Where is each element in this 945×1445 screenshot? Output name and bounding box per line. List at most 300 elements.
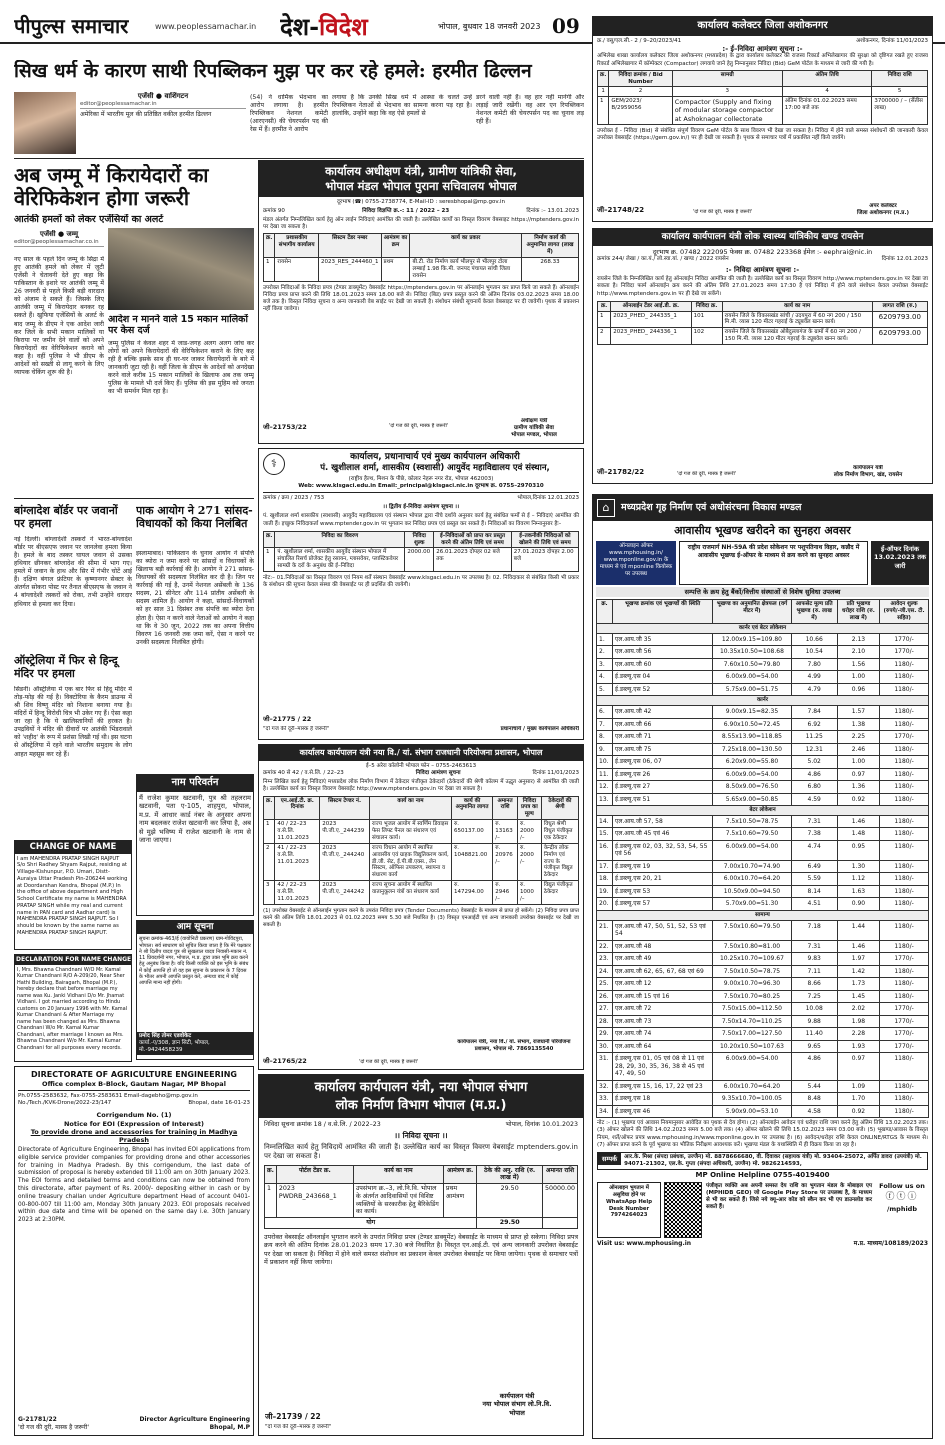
td: 9.35x10.70=100.05 (713, 1093, 791, 1106)
table-row (598, 87, 928, 97)
pwd-date: भोपाल, दिनांक 10.01.2023 (505, 1121, 578, 1129)
td: 3 (672, 87, 782, 97)
pwd-sign3: भोपाल (509, 1408, 525, 1417)
rural-title1: कार्यालय अधीक्षण यंत्री, ग्रामीण यांत्रिकी सेवा, (325, 164, 517, 178)
td: बी.टी. रोड निर्माण कार्य भीलपुर से भीलपुर टोला लम्बाई 1.98 कि.मी. जनपद पंचायत सांची जिला रायसेन (410, 258, 522, 282)
td: 14. (597, 815, 613, 828)
pwd-title1: कार्यालय कार्यपालन यंत्री, नया भोपाल संभाग (314, 1080, 528, 1095)
td: 8.50x9.00=76.50 (713, 781, 791, 794)
td: 4.59 (791, 793, 837, 806)
td: 29.50 (477, 1183, 543, 1217)
table-row (597, 683, 929, 696)
th: अमानत राशि (542, 1165, 577, 1183)
td: 1.44 (837, 920, 879, 940)
story2-subhead: आदेश न मानने वाले 15 मकान मालिकों पर केस दर्ज (108, 314, 248, 337)
section-title-a: देश- (280, 12, 320, 41)
section-title-b: विदेश (319, 12, 368, 41)
td: 2023_RES_244460_1 (318, 258, 381, 282)
td: 4. (597, 671, 613, 684)
td: ई.डब्ल्यू.एस 53 (613, 885, 713, 898)
agri-footer-left (18, 1416, 128, 1431)
td: राज्य विधान आयोग में स्थापित आवासीय एवं ग्राहक विद्युतिकरण कार्य, डी.जी. सेट, ई.पी.बी.एक्स., लेन सिस्टम, ऑफिस उपकरण, स्थापना व संधारण कार्य (369, 843, 451, 880)
td: 12. (597, 781, 613, 794)
agri-date: Bhopal, date 16-01-23 (188, 1100, 250, 1107)
rural-sign: अधीक्षण यंत्री (520, 417, 548, 424)
capital-no: क्रमांक 40 से 42 / व.से.लि. / 22–23 (263, 770, 344, 777)
story2-headline: अब जम्मू में किरायेदारों का वेरिफिकेशन होगा जरूरी (14, 164, 209, 210)
story1-text2: (54) ने धार्मिक भेदभाव का आरोप लगाया है। हरमीत रिपब्लिकन नेशनल कमेटी (आरएनसी) की चेयरपर्सन पद की रेस में हैं। हरमीत ने आरोप (250, 94, 328, 134)
housing-bottom-row (593, 1240, 932, 1248)
td: 1 (264, 548, 275, 572)
td: 101 (691, 311, 722, 328)
aam-suchna-sign: प्रमोद सिंह तोमर एडवोकेट (139, 1033, 192, 1040)
ayur-gno: जी–21775 / 22 (263, 714, 312, 723)
td: 7.31 (791, 940, 837, 953)
th: ठेके की अनु. राशि (रु. लाख में) (477, 1165, 543, 1183)
td: 1180/- (880, 860, 929, 873)
aam-suchna-sign-block (137, 1032, 253, 1055)
td: 6.92 (791, 718, 837, 731)
rural-sign3: भोपाल मण्डल, भोपाल (511, 431, 557, 438)
td: 2 (598, 328, 611, 345)
td: एल.आय.जी 64 (613, 1040, 713, 1053)
th: ठेकेदारों की श्रेणी (541, 796, 578, 820)
td: उपसंभाग क्र.–3, लो.नि.वि. भोपाल के अंतर्गत आदिवासियों एवं विशिष्ट व्यक्तियों के सरकारीक हेतु बैरिकेडिंग का कार्य। (353, 1183, 443, 1217)
td: 2.28 (837, 1028, 879, 1041)
pwd-ref-row (264, 1121, 578, 1129)
ayur-emblem-icon: ⚕ (263, 453, 285, 475)
housing-qr-text: पंजीकृत व्यक्ति अब अपनी समस्त देय राशि का भुगतान मंडल के मोबाइल एप (MPHIDB_GEO) जो Google Play Store पर उपलब्ध है, के माध्यम से भी कर सकते हैं। जिसे नये क्यू-आर कोड को स्कैन कर भी एप डाउनलोड कर सकते हैं। (706, 1182, 872, 1211)
td: एल.आय.जी 73 (613, 1015, 713, 1028)
td: 7.80 (791, 658, 837, 671)
agri-ref: No./Tech./KVK-Drone/2022-23/147 (18, 1100, 112, 1107)
td: राज्य सूचना आयोग में स्थापित वातानुकूलन यंत्रों का संधारण कार्य (369, 881, 451, 905)
collector-title: कार्यालय कलेक्टर जिला अशोकनगर (593, 17, 932, 36)
aam-suchna-title: आम सूचना (137, 921, 253, 934)
housing-contact: आर.के. मिश्रा (संपदा प्रबंधक, उज्जैन) मो. 8878666680, वी. दिवाकर (सहायक यंत्री) मो. 93404-25072, अर्पित डावरा (उपयंत्री) मो. 94071-21302, एल.के. गुप्ता (संपदा अधिकारी, उज्जैन) मो. 9826214593, (624, 1153, 922, 1168)
capital-intro: निम्न लिखित कार्य हेतु निविदाएं मध्यप्रदेश लोक निर्माण विभाग में ठेकेदार पंजीकृत ठेकेदारों (ठेकेदारों की श्रेणी कॉलम में उद्धृत अनुसार) से आमंत्रित की जाती है। उल्लेखित कार्य का विस्तृत विवरण वेबसाईट http://www.mptenders.gov.in पर देखा जा सकता है। (263, 779, 579, 793)
table-row (597, 633, 929, 646)
td: 2.10 (837, 646, 879, 659)
table-row (597, 873, 929, 886)
housing-eoffer: ई-ऑफर दिनांक 13.02.2023 तक जारी (871, 541, 929, 585)
story1-email[interactable]: editor@peoplessamachar.in (80, 101, 246, 109)
phed-contact: दूरभाष क्र. 07482 222095 फेक्स क्र. 07482 223368 ईमेल :- eephrai@nic.in (652, 248, 873, 257)
th: कार्य का नाम (369, 796, 451, 820)
td: 0.97 (837, 768, 879, 781)
td: रु. 13163 /– (493, 820, 518, 844)
td: 8.14 (791, 885, 837, 898)
housing-sub: आवासीय भूखण्ड खरीदने का सुनहरा अवसर (674, 524, 851, 537)
collector-sign2: जिला अशोकनगर (म.प्र.) (856, 209, 910, 216)
social-icons[interactable] (876, 1192, 928, 1203)
housing-band: सम्पत्ति के क्रय हेतु बैंकों/वित्तीय संस्थाओं से विशेष सुविधा उपलब्ध (596, 587, 929, 597)
td: 33. (597, 1093, 613, 1106)
name-change-text: मैं राजेश कुमार खटवानी, पुत्र श्री तहलराम खटवानी, पता ए-105, शाहपुरा, भोपाल, म.प्र. में आधार कार्ड नंबर के अनुसार अपना नाम बदलकर राजेश खटवानी कर लिया है, अब से मुझे भविष्य में राजेश खटवानी के नाम से जाना जाएगा। (139, 793, 251, 845)
td: 40 / 22–23 व.से.लि. 11.01.2023 (275, 820, 320, 844)
rural-sign-block (489, 418, 579, 439)
td: ई.डब्ल्यू.एस 20, 21 (613, 873, 713, 886)
td: 9.65 (791, 1040, 837, 1053)
phed-ref-row (597, 256, 928, 263)
td: राज्य भूजल आयोग में स्वर्णिम डिवाइस फेस लिफ्ट पैनल का संधारण एवं संचालन कार्य। (369, 820, 451, 844)
table-header (264, 531, 579, 548)
td: 1180/- (880, 828, 929, 841)
td: पं. खुशीलाल शर्मा, शासकीय आयुर्वेद संस्थान भोपाल में संचालित रिसर्च प्रोजेक्ट हेतु रसायन, ग्लासवेयर, प्लास्टिकवेयर सामग्री के दरों के अनुबंध की ई–निविदा (275, 548, 405, 572)
phed-ref: क्रमांक 244/ लेखा / का.यं./ लो.स्वा.यां. / खण्ड / 2022 रायसेन (597, 256, 729, 263)
th: एन.आई.टी. क्र. दिनांक (275, 796, 320, 820)
ayur-slogan: "दो गज की दूरी–मास्क है जरूरी" (263, 725, 330, 732)
td: 0.90 (837, 898, 879, 911)
instagram-icon[interactable]: ⓘ (907, 1192, 919, 1203)
td: रु. 2946 /– (493, 881, 518, 905)
td: 1180/- (880, 873, 929, 886)
ayur-sign: प्रधानाचार्य / मुख्य कार्यपालन अधिकारी (500, 725, 579, 732)
table-row (597, 658, 929, 671)
aam-suchna-text: सूचना क्रमांक-463/ई (वायोनिटी प्रकरण) ग्राम-गोविंदपुरा, भोपाल। सर्व साधारण को सूचित किया जाता है कि मेरे पक्षकार ने श्री दिलीप यादव पुत्र श्री सुखलाल यादव निवासी-मकान नं. 11 प्रियदर्शनी नगर, भोपाल, म.प्र. द्वारा उक्त भूमि क्रय करने हेतु अनुबंध किया है। यदि किसी व्यक्ति को इस भूमि के संबंध में कोई आपत्ति हो तो वह इस सूचना के प्रकाशन के 7 दिवस के भीतर अपनी आपत्ति प्रस्तुत करे, अन्यथा बाद में कोई आपत्ति मान्य नहीं होगी। (139, 936, 251, 986)
story5-text: इस्लामाबाद। पाकिस्तान के चुनाव आयोग ने संपत्ति का ब्योरा न जमा करने पर सांसदों व विधायकों के खिलाफ बड़ी कार्रवाई की है। आयोग ने 271 सांसद-विधायकों की सदस्यता निलंबित कर दी है। जिन पर कार्रवाई की गई है, उनमें नेशनल असेंबली के 136 सदस्य, 21 सीनेटर और 114 प्रांतीय असेंबली के सदस्य शामिल हैं। आयोग ने कहा, सांसदों-विधायकों को हर साल 31 दिसंबर तक संपत्ति का ब्योरा देना होता है। ऐसा न करने वाले नेताओं को आयोग ने कहा था कि वे 30 जून, 2022 तक का अपना वित्तीय विवरण 16 जनवरी तक जमा करें, ऐसा न करने पर उनकी सदस्यता निलंबित होगी। (136, 550, 254, 646)
td: 7.50x10.60=79.50 (713, 920, 791, 940)
td: 22. (597, 940, 613, 953)
td: 1.73 (837, 978, 879, 991)
table-row (597, 718, 929, 731)
td: 2023_PHED_ 244335_1 (611, 311, 691, 328)
th: ऑनलाईन टेंडर आई.डी. क्र. (611, 301, 691, 311)
phed-date: दिनांक 12.01.2023 (881, 256, 928, 263)
td: 2.25 (837, 731, 879, 744)
td: एल.आय.जी 62, 65, 67, 68 एवं 69 (613, 965, 713, 978)
table-row (597, 756, 929, 769)
agri-corr: Corrigendum No. (1) (96, 1111, 172, 1120)
td: 16. (597, 840, 613, 860)
ayur-title2: पं. खुशीलाल शर्मा, शासकीय (स्वशासी) आयुर्वेद महाविद्यालय एवं संस्थान, (320, 463, 550, 474)
td: 0.92 (837, 1105, 879, 1118)
facebook-icon[interactable]: ⓕ (885, 1192, 897, 1203)
table-row (597, 1080, 929, 1093)
td: 6.49 (791, 860, 837, 873)
td: रु. 1000 /– (517, 881, 541, 905)
td: 1180/- (880, 756, 929, 769)
td: 7.60x10.50=79.80 (713, 658, 791, 671)
ayur-ref-row (263, 495, 579, 502)
td: 7.18 (791, 920, 837, 940)
table-row (597, 840, 929, 860)
td: 15. (597, 828, 613, 841)
agri-subject: To provide drone and accessories for training in Madhya Pradesh (30, 1127, 238, 1144)
housing-info-row (593, 541, 932, 585)
table-row (598, 97, 928, 124)
housing-title-bar (593, 495, 932, 521)
td: 2023 पी.जी.ए._244239 (320, 820, 370, 844)
th: निविदा क्र. (691, 301, 722, 311)
th: अमानत राशि (493, 796, 518, 820)
housing-contact-row (597, 1152, 928, 1170)
th: निविदा का विवरण (275, 531, 405, 548)
td: रायसेन (275, 258, 319, 282)
table-row (597, 1105, 929, 1118)
td: 29. (597, 1028, 613, 1041)
housing-ad (592, 494, 933, 1439)
table-row (264, 843, 579, 880)
agri-sign: Director Agriculture Engineering (139, 1416, 250, 1423)
story2-photo (108, 228, 254, 310)
capital-title: कार्यालय कार्यपालन यंत्री नया वि./ यां. संभाग राजधानी परियोजना प्रशासन, भोपाल (259, 745, 583, 761)
pwd-slogan: "दो गज की दूरी–मास्क है जरूरी" (265, 1423, 332, 1430)
td: 41 / 22–23 व.से.लि. 11.01.2023 (275, 843, 320, 880)
phed-sign2: लोक निर्माण विभाग, खंड, रायसेन (833, 471, 903, 478)
th: अंतिम तिथि (782, 70, 872, 87)
table-row (597, 1015, 929, 1028)
td: 7.50x15.00=112.50 (713, 1003, 791, 1016)
td: 1.97 (837, 953, 879, 966)
divider (18, 1090, 250, 1091)
td: 6209793.00 (872, 311, 927, 328)
divider (14, 158, 584, 159)
story1-headline: सिख धर्म के कारण साथी रिपब्लिकन मुझ पर कर रहे हमले: हरमीत ढिल्लन (14, 60, 532, 82)
td: 8.66 (791, 978, 837, 991)
td: 6. (597, 706, 613, 719)
capital-contact: ई–5 अरेरा कॉलोनी भोपाल फोन – 0755-2463613 (365, 763, 477, 769)
declaration-text: I, Mrs. Bhawna Chandnani W/O Mr. Kamal Kumar Chandnani R/O A-209/20, Near Sher Hathi Building, Bairagarh, Bhopal (M.P.), hereby declare that before marriage my name was Ku. Janki Vidhani D/o Mr. Jhamat Vidhani. I got married according to Hindu customs on 20 January 1996 with Mr. Kamal Kumar Chandnani & After Marriage my name has been changed as Mrs. Bhawna Chandnani W/o Mr. Kamal Kumar Chandnani, after marriage I known as Mrs. Bhawna Chandnani W/o Mr. Kamal Kumar Chandnani for all purposes every records. (17, 966, 128, 1051)
td: एल.आय.जी 75 (613, 743, 713, 756)
housing-visit[interactable]: Visit us: www.mphousing.in (597, 1239, 692, 1247)
table-row (597, 781, 929, 794)
table-row (597, 1028, 929, 1041)
story3-headline: बांग्लादेश बॉर्डर पर जवानों पर हमला (14, 504, 118, 531)
td: 4.99 (791, 671, 837, 684)
td: 7.50x10.70=80.25 (713, 990, 791, 1003)
newspaper-logo: पीपुल्स समाचार (14, 14, 129, 38)
page-number: 09 (552, 14, 580, 38)
td: 2 (264, 843, 275, 880)
td: 1.00 (837, 756, 879, 769)
th: ई–तकनीकी निविदाओं को खोलने की तिथि एवं समय (511, 531, 578, 548)
th: सामग्री (672, 70, 782, 87)
capital-gno: जी–21765/22 (263, 1056, 307, 1065)
table-row (597, 1093, 929, 1106)
housing-notes: नोट :- (1) भूखण्ड एवं आवास नियमानुसार आवेदित का पृथक से देय होगा। (2) ऑनलाईन आवेदन एवं धरोहर राशि जमा करने हेतु अंतिम तिथि 13.02.2023 तक। (3) ऑफर खोलने की तिथि 14.02.2023 समय 5.00 बजे तक। (4) ऑफर खोलने की तिथि 15.02.2023 समय 03.00 बजे। (5) भूखण्ड/आवास के विस्तृत नियम, शर्तें/ऑफर प्रपत्र www.mphousing.in/www.mponline.gov.in पर उपलब्ध है। (6) आवेदन/धरोहर राशि केवल ONLINE/RTGS के माध्यम से। (7) ऑफर प्राप्त करने के पूर्व भूखण्ड का भौतिक निरीक्षण आवश्यक करें। भूखण्ड मंडल के यथास्थिति में ही विक्रय किया जा रहा है। (597, 1120, 928, 1148)
td: 1 (598, 87, 609, 97)
pwd-text: उपरोक्त वेबसाईट ऑनलाईन भुगतान करने के उपरांत निविदा प्रपत्र (टेण्डर डाक्यूमेंट) वेबसाईट के माध्यम से प्राप्त हो सकेगा। निविदा प्रपत्र क्रय करने की अंतिम दिनांक 28.01.2023 समय 17.30 बजे निर्धारित है। विस्तृत एन.आई.टी. एवं अन्य जानकारी उपरोक्त वेबसाईट पर देखा जा सकता है। निविदा में होने वाले समस्त संशोधन का प्रकाशन केवल उपरोक्त वेबसाईट पर किया जायेगा। पृथक से समाचार पत्रों में प्रकाशन नहीं किया जायेगा। (264, 1233, 578, 1267)
td: रु. 2000 /– (517, 820, 541, 844)
table-row (597, 768, 929, 781)
pwd-intro: निम्नलिखित कार्य हेतु निविदायें आमंत्रित की जाती हैं। उल्लेखित कार्य का विस्तृत विवरण वेबसाईट mptenders.gov.in पर देखा जा सकता है। (264, 1142, 578, 1160)
th: निविदा शुल्क (405, 531, 434, 548)
td: 30. (597, 1040, 613, 1053)
th: क्र. (598, 70, 609, 87)
th: निविदा राशि (872, 70, 928, 87)
story1-photo (14, 92, 76, 154)
ayur-web[interactable]: Web: www.klsgaci.edu.in Email:_principal@klsgaci.nic.in दूरभाष क्र. 0755–2970310 (298, 483, 544, 490)
td: 1770/- (880, 1003, 929, 1016)
td: ई.डब्ल्यू.एस 01, 05 एवं 08 से 11 एवं 28, 29, 30, 35, 36, 38 से 45 एवं 47, 49, 50 (613, 1053, 713, 1081)
pwd-sign: कार्यपालन यंत्री (499, 1392, 535, 1401)
td: 7. (597, 718, 613, 731)
th: कार्य का प्रकार (410, 234, 522, 258)
website-url[interactable]: www.peoplessamachar.in (155, 22, 257, 31)
th: कार्य का नाम (722, 301, 872, 311)
td: विद्युत पंजीकृत ठेकेदार (541, 881, 578, 905)
table-row (597, 860, 929, 873)
td: 1770/- (880, 731, 929, 744)
ayur-no: क्रमांक / क्रय / 2023 / 753 (263, 495, 325, 502)
capital-ad (258, 744, 584, 1070)
td: ई.डब्ल्यू.एस 46 (613, 1105, 713, 1118)
pwd-title-block (259, 1075, 583, 1118)
story2-email[interactable]: editor@peoplessamachar.co.in (14, 239, 104, 247)
td: ई.डब्ल्यू.एस 27 (613, 781, 713, 794)
capital-notice: निविदा आमंत्रण सूचना (415, 770, 461, 777)
th: निविदा क्रमांक / Bid Number (609, 70, 672, 87)
table-row (597, 743, 929, 756)
story1-col1 (80, 92, 246, 154)
td: 29.50 (477, 1218, 543, 1229)
td: 1180/- (880, 743, 929, 756)
story1-text1: अमेरिका में भारतीय मूल की प्रतिष्ठित वकील हरमीत ढिल्लन (80, 110, 212, 118)
td: 12.00x9.15=109.80 (713, 633, 791, 646)
twitter-icon[interactable]: ⓣ (896, 1192, 908, 1203)
td: 1180/- (880, 671, 929, 684)
td: 10.25x10.70=109.67 (713, 953, 791, 966)
table-row (597, 885, 929, 898)
table-header (264, 796, 579, 820)
td: 7.50x10.80=81.00 (713, 940, 791, 953)
story4-headline: ऑस्ट्रेलिया में फिर से हिन्दू मंदिर पर हमला (14, 654, 118, 681)
ayur-note: नोट:– 01.निविदाओं का विस्तृत विवरण एवं नियम शर्तें संस्थान वेबसाईट www.klsgaci.edu.in पर उपलब्ध है। 02. निविदाकार से संबंधित किसी भी प्रकार के संशोधन की सूचना केवल संस्था की वेबसाईट पर ही प्रदर्शित की जायेगी। (263, 575, 579, 589)
td: 6.00x9.00=54.00 (713, 840, 791, 860)
td: योग (265, 1218, 477, 1229)
td: 11. (597, 768, 613, 781)
section-label: सामान्य (597, 910, 929, 920)
capital-table (263, 796, 579, 905)
td: 5.90x9.00=53.10 (713, 1105, 791, 1118)
td: 10.08 (791, 1003, 837, 1016)
td: 10.54 (791, 646, 837, 659)
table-row (264, 258, 579, 282)
change-of-name-ad (14, 840, 132, 950)
td: 9.00x9.15=82.35 (713, 706, 791, 719)
rural-slogan: 'दो गज की दूरी, मास्क है जरूरी' (389, 422, 449, 429)
divider (14, 498, 254, 499)
th: क्र. (264, 234, 275, 258)
table-row (597, 646, 929, 659)
housing-online: ऑनलाइन ऑफर www.mphousing.in/ www.mponline.gov.in के माध्यम से एवं mponline कियोस्क पर उपलब्ध (596, 541, 676, 585)
table-header (265, 1165, 578, 1183)
td: 1180/- (880, 1080, 929, 1093)
pwd-notice: ।। निविदा सूचना ।। (394, 1131, 448, 1141)
rural-no: क्रमांक 90 (263, 208, 285, 215)
td: 6.90x10.50=72.45 (713, 718, 791, 731)
phed-intro: रायसेन जिले के निम्नलिखित कार्य हेतु ऑनलाईन निविदा आमंत्रित की जाती है। उल्लेखित कार्य का विस्तृत विवरण http://www.mptenders.gov.in पर देखा जा सकता है। निविदा फार्म ऑनलाईन क्रय करने की अंतिम तिथि 27.01.2023 समय 17:30 है एवं निविदा में होने वाले संशोधन केवल उपरोक्त वेबसाईट http://www.mptenders.gov.in पर ही देखे जा सकेंगे। (597, 276, 928, 297)
phed-title: कार्यालय कार्यपालन यंत्री लोक स्वास्थ्य यांत्रिकीय खण्ड रायसेन (593, 229, 932, 246)
agri-contact: Ph.0755-2583632, Fax-0755-2583631 Email-dagebho@mp.gov.in (18, 1093, 198, 1100)
housing-handle[interactable]: /mphidb (887, 1205, 917, 1214)
table-row (597, 793, 929, 806)
td: 9.83 (791, 953, 837, 966)
td: ई.डब्ल्यू.एस 57 (613, 898, 713, 911)
ayur-intro: पं. खुशीलाल शर्मा शासकीय (स्वशासी) आयुर्वेद महाविद्यालय एवं संस्थान भोपाल द्वारा नीचे दर्शाये अनुसार कार्य हेतु संबंधित फर्मों से ई – निविदाएं आमंत्रित की जाती हैं। इच्छुक निविदाकर्ता www.mptender.gov.in पर भुगतान कर निविदा प्रपत्र एवं प्रस्तुत कर सकते हैं। निविदाओं का विवरण निम्नानुसार हैः– (263, 513, 579, 527)
agri-gno: G-21781/22 (18, 1416, 57, 1423)
td: रायसेन जिले के विकासखंड सांची / उदयपुरा में 60 नग 200 / 150 मि.मी. व्यास 120 मीटर गहराई के ट्यूबवेल खनन कार्य। (722, 311, 872, 328)
table-row (598, 328, 928, 345)
agri-text: Directorate of Agriculture Engineering, Bhopal has invited EOI applications from eligible service provider companies for providing drone and other accessories for training in Madhya Pradesh. By this corrigendum, the last date of submission of proposal is hereby extended till 11:00 am on 30th January 2023. The EOI forms and detailed terms and conditions can now be obtained from this directorate, after payment of Rs. 2000/- depositing either in cash or by online treasury challan under Agriculture department Head of account 0401-00-800-007 till 11:00 am, Monday 30th January 2023. EOI proposals received within due date and time will be opened on the same day i.e. 30th January 2023 at 2:30PM. (18, 1146, 250, 1224)
td: 5.75x9.00=51.75 (713, 683, 791, 696)
td: 1770/- (880, 646, 929, 659)
name-change-title: नाम परिवर्तन (137, 775, 253, 792)
td: 7.50x14.70=110.25 (713, 1015, 791, 1028)
th: आफसेट मूल्य प्रति भूखण्ड (रु. लाख में) (791, 600, 837, 624)
td: 7.50x17.00=127.50 (713, 1028, 791, 1041)
housing-helpline[interactable]: MP Online Helpline 0755-4019400 (695, 1171, 830, 1180)
td: 9.00x10.70=96.30 (713, 978, 791, 991)
td: 4.86 (791, 768, 837, 781)
story3-text: नई दिल्ली। बांग्लादेशी तस्करों ने भारत-बांग्लादेश बॉर्डर पर बीएसएफ जवान पर जानलेवा हमला किया है। हमले के बाद तस्कर घायल जवान से उसका हथियार छीनकर बांग्लादेश की सीमा में भाग गए। हमले में जवान के हाथ और सिर में गंभीर चोटें आई हैं। दक्षिण बंगाल फ्रंटियर के कृष्णानगर सेक्टर के अंतर्गत सोकरा पोस्ट पर तैनात बीएसएफ के जवान ने 4 बांग्लादेशी तस्करों को रोका, तभी उन्होंने धारदार हथियार से हमला कर दिया। (14, 536, 132, 608)
pwd-title2: लोक निर्माण विभाग भोपाल (म.प्र.) (335, 1097, 507, 1113)
rural-gno: जी–21753/22 (263, 422, 307, 431)
rural-text: उपरोक्त निविदाओं के निविदा प्रपत्र (टेण्डर डाक्यूमेंट) वेबसाईट https://mptenders.gov.in पर ऑनलाईन भुगतान कर प्राप्त किये जा सकते हैं। ऑनलाईन निविदा प्रपत्र प्राप्त करने की तिथि 18.01.2023 समय 18.00 बजे से। निविदा (बिड) प्रपत्र प्रस्तुत करने की अंतिम दिनांक 03.02.2023 समय 18.00 बजे तक है। विस्तृत निविदा सूचना व अन्य जानकारी वेब साईट पर देखी जा सकती है। संशोधन संबंधी सूचनायें केवल वेबसाइट पर दी जावेगी। पृथक से प्रकाशन नहीं किया जावेगा। (263, 284, 579, 313)
td: 2 (609, 87, 672, 97)
td: 2023 पी.जी.ए._244242 (320, 881, 370, 905)
td: 0.95 (837, 840, 879, 860)
story2-deck: आतंकी हमलों को लेकर एजेंसियों का अलर्ट (14, 214, 164, 225)
housing-social (876, 1182, 928, 1238)
td: 1180/- (880, 990, 929, 1003)
th: भूखण्ड का अनुमानित क्षेत्रफल (वर्ग मीटर में) (713, 600, 791, 624)
td: 4.79 (791, 683, 837, 696)
td: 1. (597, 633, 613, 646)
collector-sign-block (838, 203, 928, 217)
td: 5.70x9.00=51.30 (713, 898, 791, 911)
collector-text: उपरोक्त ई - निविदा (Bid) से संबंधित संपूर्ण विवरण GeM पोर्टल के साथ विवरण भी देखा जा सकता है। निविदा में होने वाले समस्त संशोधनों की जानकारी केवल उपरोक्त वेबसाईट (https://gem.gov.in/) पर ही देखी जा सकती है। पृथक से समाचार पत्रों में प्रकाशित नहीं किये जायेंगे। (597, 127, 928, 141)
td: 1 (264, 258, 275, 282)
table-row (264, 548, 579, 572)
table-row (597, 953, 929, 966)
td: 2000.00 (405, 548, 434, 572)
rural-title2: भोपाल मंडल भोपाल पुराना सचिवालय भोपाल (325, 178, 517, 193)
td: 1.48 (837, 828, 879, 841)
td: एल.आय.जी 48 (613, 940, 713, 953)
td: प्रथम आमंत्रण (443, 1183, 477, 1217)
td: 4 (782, 87, 872, 97)
story1-text4: डरने वाली नहीं हैं। वह हार नहीं मानेंगी और लड़ाई जारी रखेंगी। वह आर एन रिपब्लिकन नेशनल कमेटी की चेयरपर्सन पद का चुनाव लड़ रही हैं। (476, 94, 584, 126)
td: 10. (597, 756, 613, 769)
td: 2.02 (837, 1003, 879, 1016)
qr-code-icon[interactable] (664, 1182, 702, 1238)
td: एल.आय.जी 66 (613, 718, 713, 731)
phed-sign-block (808, 465, 928, 479)
td: 1.70 (837, 1093, 879, 1106)
housing-contact-label: सम्पर्क (598, 1153, 621, 1165)
td: 1180/- (880, 978, 929, 991)
capital-slogan: 'दो गज की दूरी, मास्क है जरूरी' (359, 1058, 419, 1065)
pwd-sign-block (457, 1392, 577, 1417)
td: 1 (264, 820, 275, 844)
change-of-name-text: I am MAHENDRA PRATAP SINGH RAJPUT S/o Shri Radhey Shyam Rajput, residing at Village-Kishunpur, P.O. Umari, Distt-Auraiya Uttar Pradesh Pin-206244 working at Doordarshan Kendra, Bhopal (M.P.) In the office of above department and High School Certificate my name is MAHENDRA PRATAP SINGH while my real and current name in PAN card and Aadhar card) is MAHENDRA PRATAP SINGH RAJPUT. So I should be known by the same name as MAHENDRA PRATAP SINGH RAJPUT. (17, 855, 128, 936)
th: क्र. (597, 600, 613, 624)
change-of-name-title: CHANGE OF NAME (15, 841, 131, 854)
housing-footer-row (597, 1182, 928, 1238)
th: भूखण्ड क्रमांक एवं भूखण्डों की स्थिति (613, 600, 713, 624)
td: 1770/- (880, 1015, 929, 1028)
td: 1.42 (837, 965, 879, 978)
th: क्र. (265, 1165, 277, 1183)
ayur-notice: ।। द्वितीय ई-निविदा आमंत्रण सूचना ।। (382, 504, 460, 511)
td (542, 1218, 577, 1229)
td: 1180/- (880, 940, 929, 953)
td: 1.98 (837, 1015, 879, 1028)
table-row (597, 1040, 929, 1053)
pwd-table (264, 1165, 578, 1229)
